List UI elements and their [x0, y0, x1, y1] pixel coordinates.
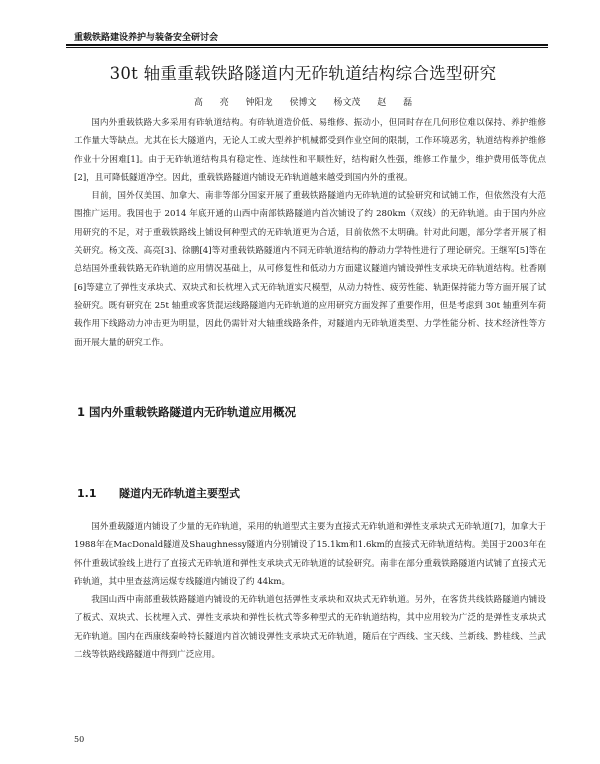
author-list: 高 亮 钟阳龙 侯博文 杨文茂 赵 磊	[193, 98, 413, 108]
subsection-number: 1.1	[77, 487, 97, 500]
subsection-title: 隧道内无砟轨道主要型式	[119, 487, 240, 500]
body-paragraph-1: 国外重载隧道内铺设了少量的无砟轨道，采用的轨道型式主要为直接式无砟轨道和弹性支承块式无砟轨道[7]，加拿大于1988年在MacDonald隧道及Shaughnessy隧道内分别铺设了15.1km和1.6km的直接式无砟轨道结构。美国于2003年在怀什重载试验线上进行了直接式无砟轨道和弹性支承块式无砟轨道的试验研究。南非在部分重载铁路隧道内试铺了直接式无砟轨道，其中里查兹湾运煤专线隧道内铺设了约 44km。	[74, 522, 546, 587]
body-paragraph-2: 我国山西中南部重载铁路隧道内铺设的无砟轨道包括弹性支承块和双块式无砟轨道。另外，在客货共线铁路隧道内铺设了板式、双块式、长枕埋入式、弹性支承块和弹性长枕式等多种型式的无砟轨道结构，其中应用较为广泛的是弹性支承块式无砟轨道。国内在西康线秦岭特长隧道内首次铺设弹性支承块式无砟轨道，随后在宁西线、宝天线、兰新线、黔桂线、兰武二线等铁路线路隧道中得到广泛应用。	[74, 595, 546, 661]
subsection-body	[74, 518, 546, 664]
intro-paragraph-1: 国内外重载铁路大多采用有砟轨道结构。有砟轨道造价低、易维修、振动小，但同时存在几何形位难以保持、养护维修工作量大等缺点。尤其在长大隧道内，无论人工或大型养护机械都受到作业空间的限制，工作环境恶劣，轨道结构养护维修作业十分困难[1]。由于无砟轨道结构具有稳定性、连续性和平顺性好，结构耐久性强，维修工作量少，维护费用低等优点[2]，且可降低隧道净空。因此，重载铁路隧道内铺设无砟轨道越来越受到国内外的重视。	[74, 118, 546, 183]
header-rule-thin	[66, 47, 548, 48]
intro-paragraph-2: 目前，国外仅美国、加拿大、南非等部分国家开展了重载铁路隧道内无砟轨道的试验研究和试铺工作，但依然没有大范围推广运用。我国也于 2014 年底开通的山西中南部铁路隧道内首次铺设了约 280km（双线）的无砟轨道。由于国内外应用研究的不足，对于重载铁路线上铺设何种型式的无砟轨道更为合适，目前依然不太明确。针对此问题，部分学者开展了相关研究。杨文茂、高亮[3]、徐鹏[4]等对重载铁路隧道内不同无砟轨道结构的静动力学特性进行了理论研究。王继军[5]等在总结国外重载铁路无砟轨道的应用情况基础上，从可修复性和低动力方面建议隧道内铺设弹性支承块无砟轨道结构。杜香刚[6]等建立了弹性支承块式、双块式和长枕埋入式无砟轨道实尺模型，从动力特性、疲劳性能、轨距保持能力等方面开展了试验研究。既有研究在 25t 轴重或客货混运线路隧道内无砟轨道的应用研究方面发挥了重要作用，但是考虑到 30t 轴重列车荷载作用下线路动力冲击更为明显，因此仍需针对大轴重线路条件，对隧道内无砟轨道类型、力学性能分析、技术经济性等方面开展大量的研究工作。	[74, 191, 546, 348]
paper-title: 30t 轴重重载铁路隧道内无砟轨道结构综合选型研究	[109, 64, 497, 83]
header-rule-thick	[66, 44, 548, 46]
page-number: 50	[74, 735, 85, 744]
intro-section	[74, 114, 546, 352]
section-heading-1: 1 国内外重载铁路隧道内无砟轨道应用概况	[77, 405, 297, 419]
running-header: 重载铁路建设养护与装备安全研讨会	[74, 33, 219, 43]
subsection-heading-1-1	[77, 485, 240, 501]
